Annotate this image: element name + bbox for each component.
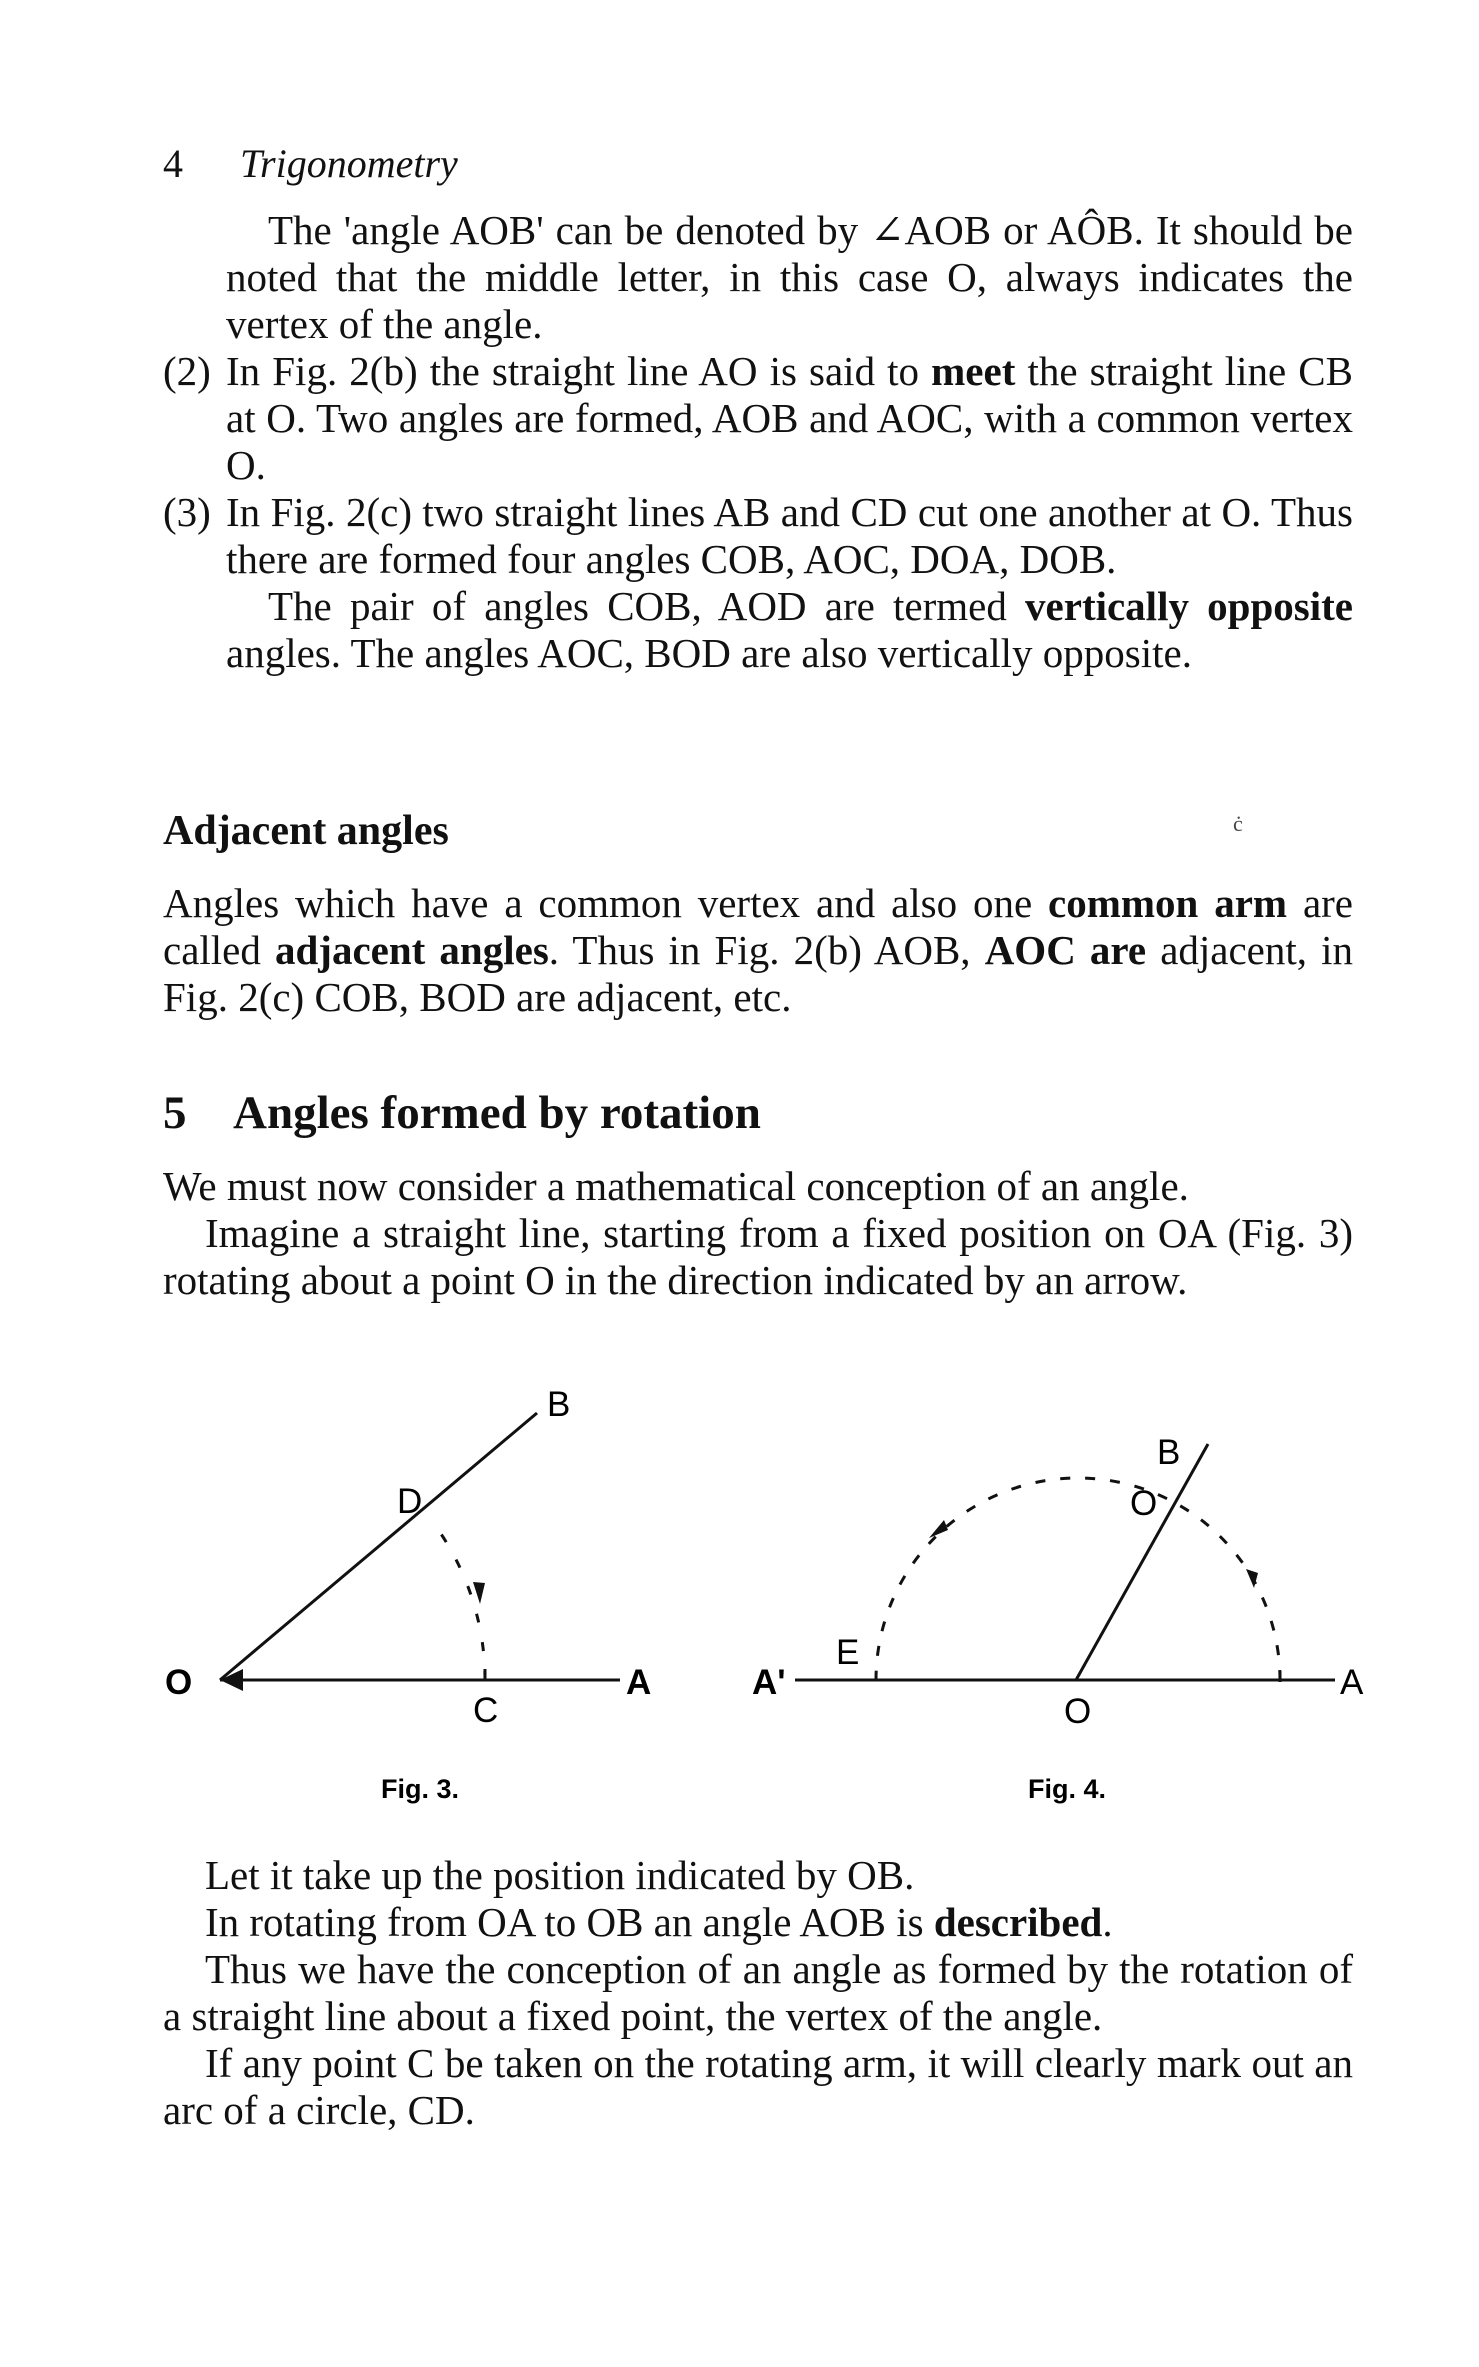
text-run: In rotating from OA to OB an angle AOB is bbox=[205, 1899, 934, 1945]
item-2-text bbox=[226, 348, 1353, 489]
running-head bbox=[163, 140, 458, 187]
after-figures bbox=[163, 1852, 1353, 2134]
label-a: A bbox=[1340, 1663, 1364, 1702]
term-described: described bbox=[933, 1899, 1103, 1945]
arc-arrowhead-left bbox=[929, 1520, 948, 1538]
line-ob bbox=[1076, 1444, 1208, 1680]
term-vertically-opposite: vertically opposite bbox=[1025, 583, 1353, 629]
label-a: A bbox=[626, 1663, 652, 1702]
section-5-heading bbox=[163, 1087, 761, 1139]
item-number: (2) bbox=[163, 348, 211, 394]
label-o: O bbox=[165, 1663, 193, 1702]
section-number: 5 bbox=[163, 1087, 187, 1139]
text-run: the straight line CB at O. Two angles are formed, AOB and AOC, with a common vertex O. bbox=[226, 348, 1353, 488]
figure-3 bbox=[165, 1385, 651, 1804]
label-b: B bbox=[547, 1385, 571, 1424]
term-meet: meet bbox=[931, 348, 1016, 394]
figure-4 bbox=[752, 1433, 1364, 1804]
item-3 bbox=[163, 489, 1353, 677]
figure-4-caption: Fig. 4. bbox=[1028, 1774, 1107, 1804]
term-adjacent-angles: adjacent angles bbox=[275, 927, 549, 973]
term-aoc-are: AOC are bbox=[984, 927, 1147, 973]
item-2 bbox=[163, 348, 1353, 489]
line-ob bbox=[220, 1413, 537, 1680]
text-run: are called bbox=[163, 880, 1353, 973]
section-title: Angles formed by rotation bbox=[233, 1087, 761, 1139]
label-o: O bbox=[1064, 1692, 1092, 1731]
text-run: . bbox=[1102, 1899, 1113, 1945]
adjacent-angles-text bbox=[163, 880, 1353, 1021]
item-1-continued bbox=[163, 207, 1353, 348]
section-5-paragraph-2: Imagine a straight line, starting from a fixed position on OA (Fig. 3) rotating about a point O in the direction indicated by an arrow. bbox=[163, 1210, 1353, 1303]
after-paragraph-1: Let it take up the position indicated by OB. bbox=[205, 1852, 915, 1898]
text-run: Angles which have a common vertex and also one bbox=[163, 880, 1049, 926]
adjacent-angles-heading: Adjacent angles bbox=[163, 808, 449, 854]
rotation-arrowhead bbox=[473, 1582, 485, 1604]
label-a-prime: A' bbox=[752, 1663, 786, 1702]
item-3-text: In Fig. 2(c) two straight lines AB and CD cut one another at O. Thus there are formed four angles COB, AOC, DOA, DOB. bbox=[226, 489, 1353, 582]
book-title: Trigonometry bbox=[240, 141, 458, 186]
label-d: D bbox=[397, 1482, 423, 1521]
after-paragraph-2 bbox=[163, 1899, 1353, 1946]
term-common-arm: common arm bbox=[1048, 880, 1288, 926]
stray-mark: ċ bbox=[1233, 811, 1243, 836]
section-5-paragraph-1: We must now consider a mathematical conception of an angle. bbox=[163, 1163, 1189, 1209]
arc-cd bbox=[437, 1528, 485, 1680]
after-paragraph-3: Thus we have the conception of an angle as formed by the rotation of a straight line about a fixed point, the vertex of the angle. bbox=[163, 1946, 1353, 2039]
figure-3-caption: Fig. 3. bbox=[381, 1774, 460, 1804]
text-run: . Thus in Fig. 2(b) AOB, bbox=[548, 927, 985, 973]
label-b: B bbox=[1157, 1433, 1181, 1472]
text-run: adjacent, in Fig. 2(c) COB, BOD are adjacent, etc. bbox=[163, 927, 1354, 1020]
arc-semicircle bbox=[876, 1478, 1280, 1680]
label-o-upper: O bbox=[1130, 1484, 1158, 1523]
item-number: (3) bbox=[163, 489, 211, 535]
vertex-arrowhead bbox=[220, 1669, 243, 1691]
label-e: E bbox=[836, 1633, 860, 1672]
text-run: In Fig. 2(b) the straight line AO is said to bbox=[226, 348, 932, 394]
label-c: C bbox=[473, 1691, 499, 1730]
text-run: angles. The angles AOC, BOD are also vertically opposite. bbox=[226, 630, 1192, 676]
section-5-intro bbox=[163, 1163, 1353, 1304]
adjacent-angles-paragraph bbox=[163, 880, 1353, 1021]
text-run: The pair of angles COB, AOD are termed bbox=[268, 583, 1026, 629]
item-3-paragraph-2 bbox=[226, 583, 1353, 677]
list-continuation bbox=[163, 207, 1353, 677]
angle-notation-paragraph: The 'angle AOB' can be denoted by ∠AOB or AÔB. It should be noted that the middle letter, in this case O, always indicates the vertex of the angle. bbox=[226, 207, 1353, 347]
figures bbox=[0, 1360, 1479, 1810]
after-paragraph-4: If any point C be taken on the rotating arm, it will clearly mark out an arc of a circle, CD. bbox=[163, 2040, 1353, 2133]
arc-arrowhead-right bbox=[1246, 1569, 1258, 1588]
page-number: 4 bbox=[163, 141, 183, 186]
